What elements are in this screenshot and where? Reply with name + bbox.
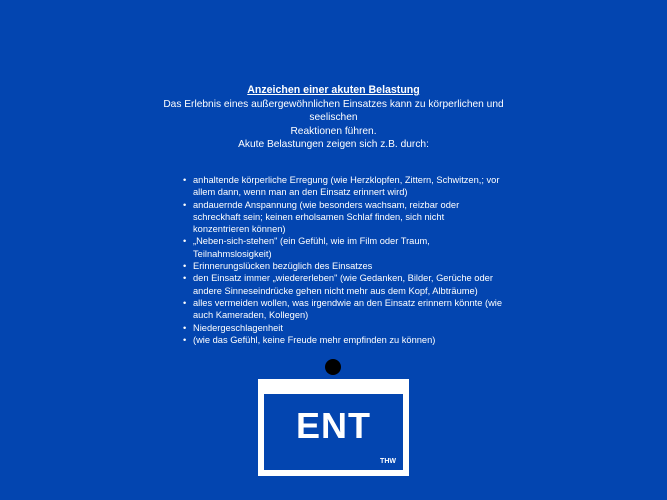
ent-logo bbox=[258, 379, 409, 476]
list-item: • alles vermeiden wollen, was irgendwie an den Einsatz erinnern könnte (wie auch Kameraden, Kollegen) bbox=[183, 297, 503, 322]
symptom-list bbox=[183, 174, 503, 346]
list-item: • andauernde Anspannung (wie besonders wachsam, reizbar oder schreckhaft sein; keinen erholsamen Schlaf finden, sich nicht konzentrieren können) bbox=[183, 199, 503, 236]
slide-title: Anzeichen einer akuten Belastung bbox=[247, 84, 420, 96]
intro-line-1: Das Erlebnis eines außergewöhnlichen Einsatzes kann zu körperlichen und seelischen bbox=[163, 98, 504, 123]
list-item: • Erinnerungslücken bezüglich des Einsatzes bbox=[183, 260, 503, 272]
ent-logo-inner bbox=[264, 394, 403, 470]
black-dot-icon bbox=[325, 359, 341, 375]
ent-logo-text: ENT bbox=[296, 405, 371, 446]
list-item: • anhaltende körperliche Erregung (wie Herzklopfen, Zittern, Schwitzen,; vor allem dann, wenn man an den Einsatz erinnert wird) bbox=[183, 174, 503, 199]
list-item: • „Neben-sich-stehen" (ein Gefühl, wie im Film oder Traum, Teilnahmslosigkeit) bbox=[183, 235, 503, 260]
thw-logo-text: THW bbox=[380, 458, 396, 465]
intro-block bbox=[140, 84, 527, 152]
intro-line-3: Akute Belastungen zeigen sich z.B. durch: bbox=[238, 139, 429, 150]
list-item: • den Einsatz immer „wiedererleben" (wie Gedanken, Bilder, Gerüche oder andere Sinneseindrücke gehen nicht mehr aus dem Kopf, Albträume) bbox=[183, 272, 503, 297]
intro-line-2: Reaktionen führen. bbox=[290, 125, 377, 137]
list-item: • (wie das Gefühl, keine Freude mehr empfinden zu können) bbox=[183, 334, 503, 346]
list-item: • Niedergeschlagenheit bbox=[183, 322, 503, 334]
